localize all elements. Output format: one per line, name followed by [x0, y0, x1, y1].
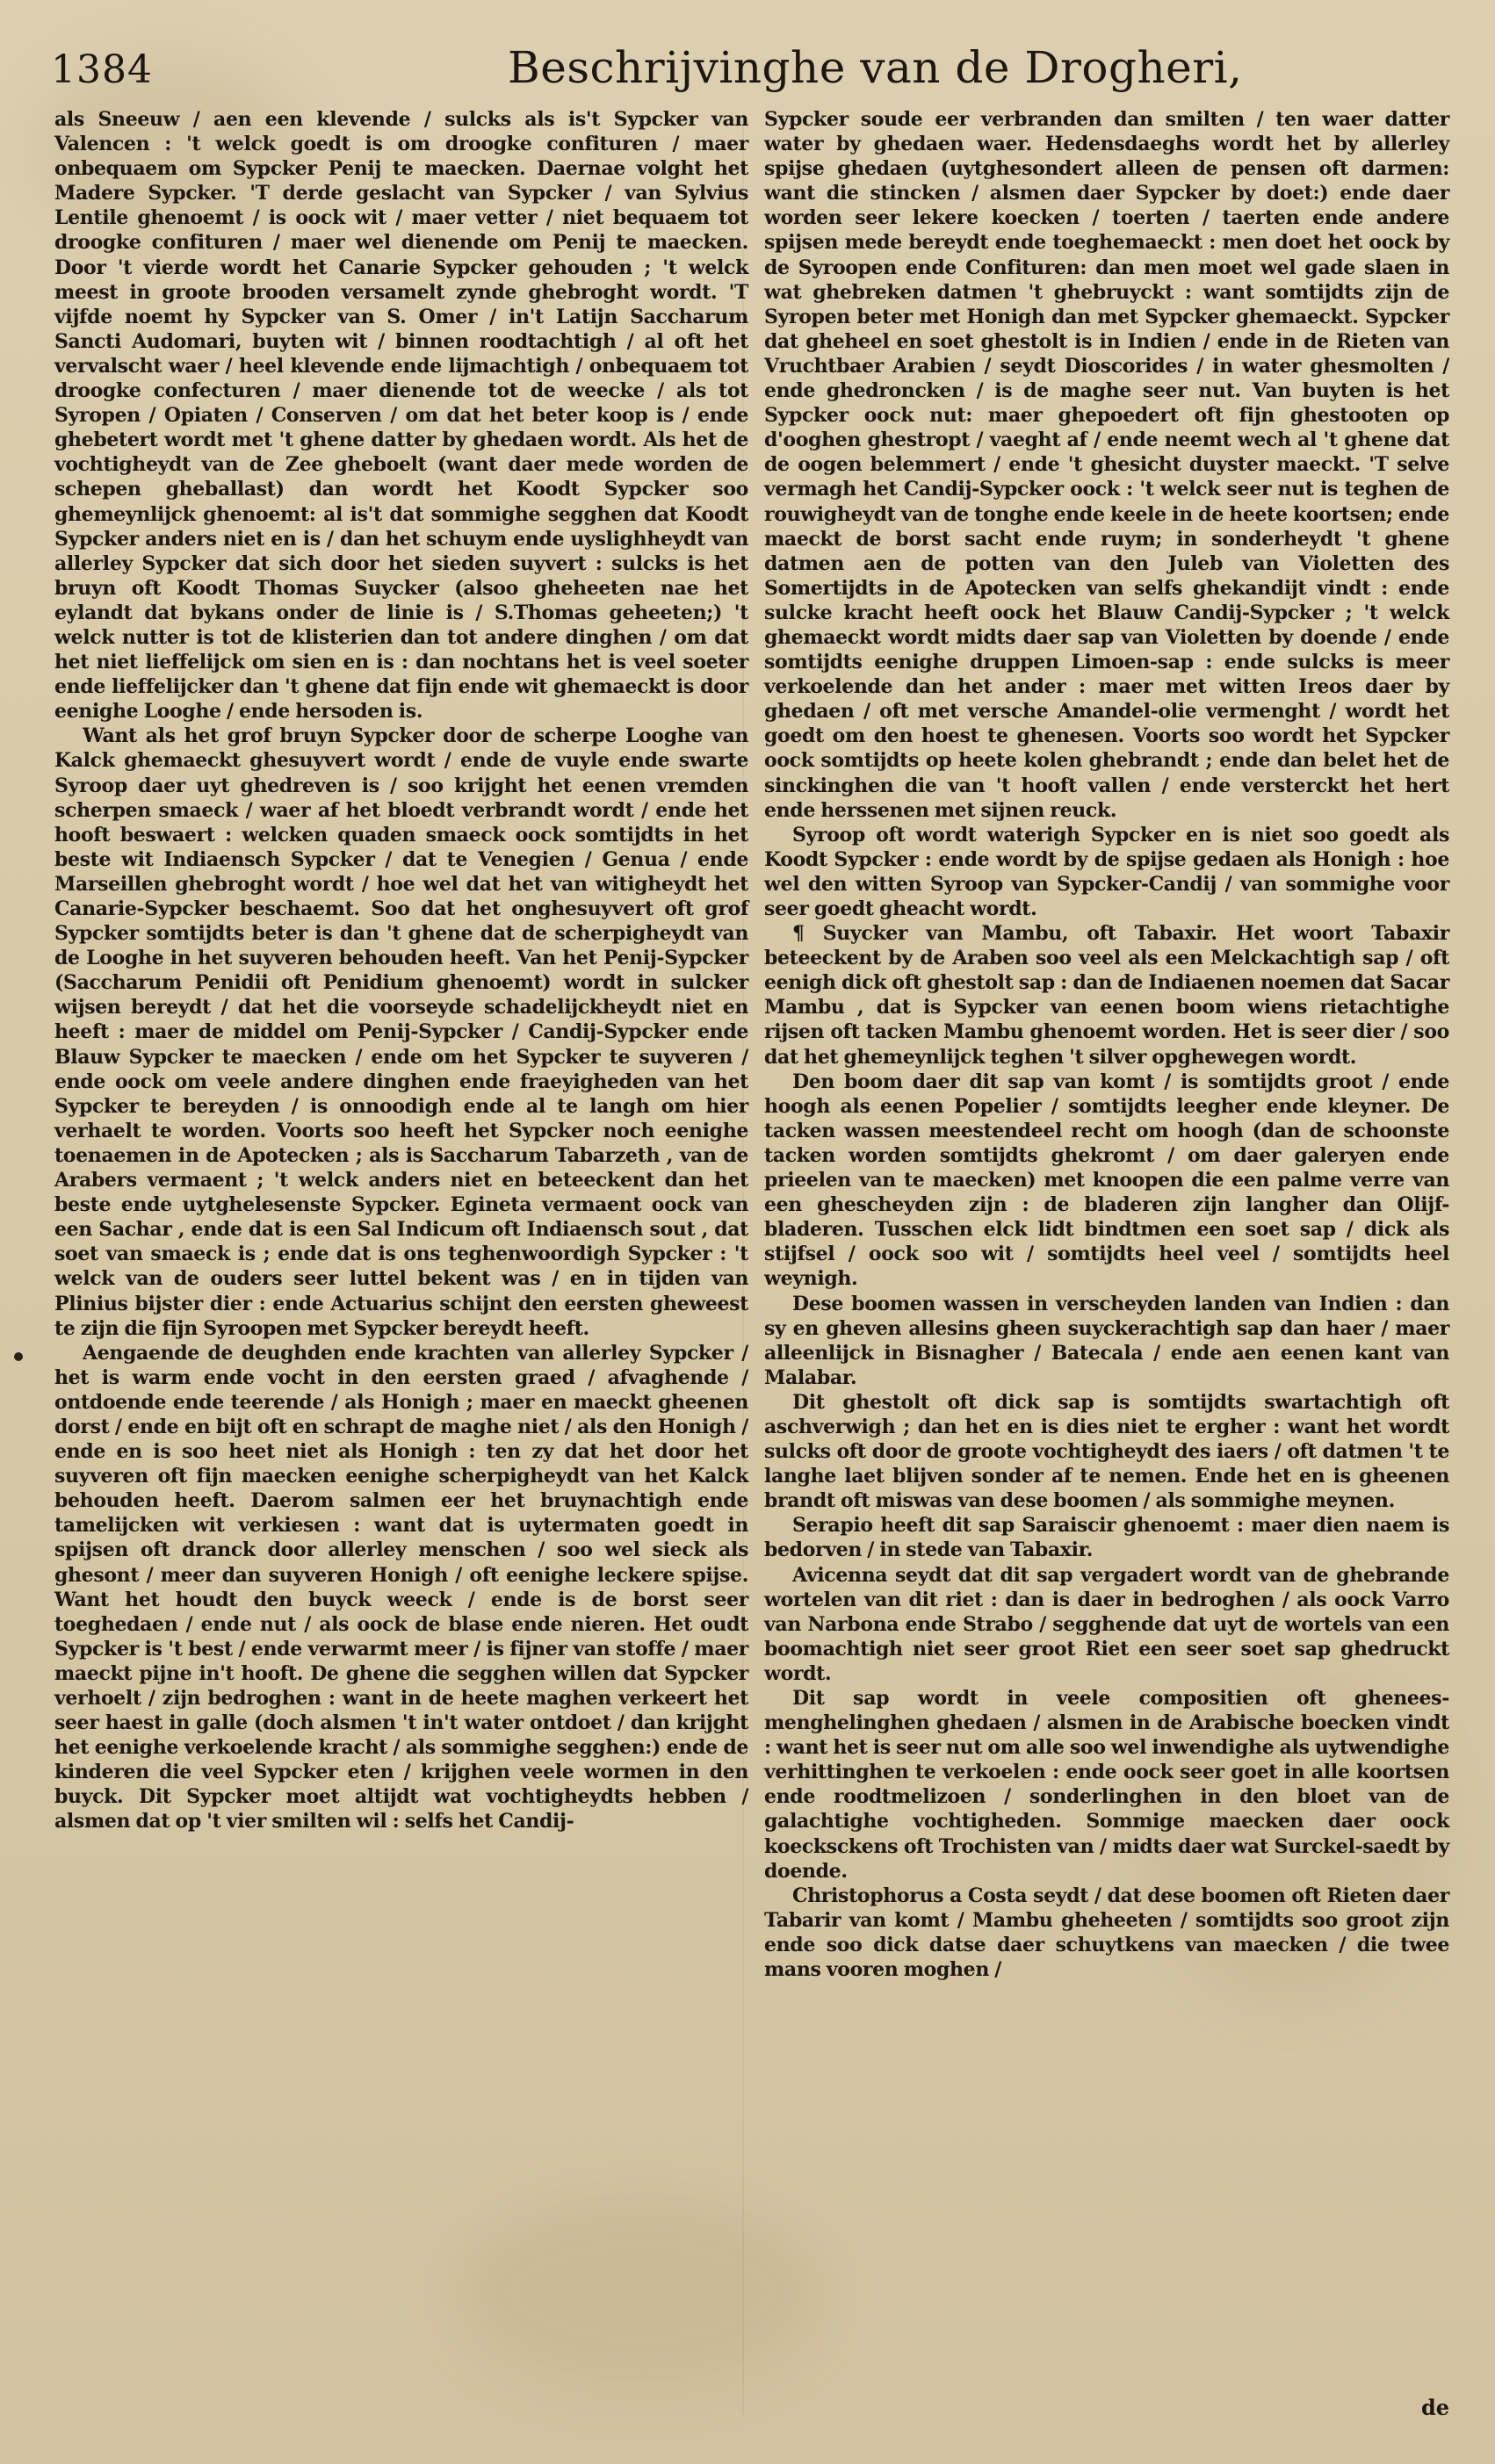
paragraph: Sypcker soude eer verbranden dan smilten / ten waer datter water by ghedaen waer. Hedensdaeghs wordt het by allerley spijse ghedaen (uytghesondert alleen de pensen oft darmen: want die stincken / alsmen daer Sypcker by doet:) ende daer worden seer lekere koecken / toerten / taerten ende andere spijsen mede bereydt ende toeghemaeckt : men doet het oock by de Syroopen ende Confituren: dan men moet wel gade slaen in wat ghebreken datmen 't ghebruyckt : want somtijdts zijn de Syropen beter met Honigh dan met Sypcker ghemaeckt. Sypcker dat gheheel en soet ghestolt is in Indien / ende in de Rieten van Vruchtbaer Arabien / seydt Dioscorides / in water ghesmolten / ende ghedroncken / is de maghe seer nut. Van buyten is het Sypcker oock nut: maer ghepoedert oft fijn ghestooten op d'ooghen ghestropt / vaeght af / ende neemt wech al 't ghene dat de oogen belemmert / ende 't ghesicht duyster maeckt. 'T selve vermagh het Candij-Sypcker oock : 't welck seer nut is teghen de rouwigheydt van de tonghe ende keele in de heete koortsen; ende maeckt de borst sacht ende ruym; in sonderheydt 't ghene datmen aen de potten van den Juleb van Violetten des Somertijdts in de Apotecken van selfs ghekandijt vindt : ende sulcke kracht heeft oock het Blauw Candij-Sypcker ; 't welck ghemaeckt wordt midts daer sap van Violetten by doende / ende somtijdts eenighe druppen Limoen-sap : ende sulcks is meer verkoelende dan het ander : maer met witten Ireos daer by ghedaen / oft met versche Amandel-olie vermenght / wordt het goedt om den hoest te ghenesen. Voorts soo wordt het Sypcker oock somtijdts op heete kolen ghebrandt ; ende dan belet het de sinckinghen die van 't hooft vallen / ende versterckt het hert ende herssenen met sijnen reuck.: [764, 108, 1449, 822]
catchword: de: [1420, 2395, 1449, 2420]
paragraph: Serapio heeft dit sap Saraiscir ghenoemt : maer dien naem is bedorven / in stede van Tabaxir.: [764, 1514, 1449, 1562]
margin-dot: [14, 1352, 23, 1361]
paragraph: Avicenna seydt dat dit sap vergadert wordt van de ghebrande wortelen van dit riet : dan is daer in bedroghen / als oock Varro van Narbona ende Strabo / segghende dat uyt de wortels van een boomachtigh niet seer groot Riet een seer soet sap ghedruckt wordt.: [764, 1563, 1449, 1685]
paragraph: Den boom daer dit sap van komt / is somtijdts groot / ende hoogh als eenen Popelier / somtijdts leegher ende kleyner. De tacken wassen meestendeel recht om hoogh (dan de schoonste tacken worden somtijdts ghekromt / om daer galeryen ende prieelen van te maecken) met knoopen die een palme verre van een ghescheyden zijn : de bladeren zijn langher dan Olijf-bladeren. Tusschen elck lidt bindtmen een soet sap / dick als stijfsel / oock soo wit / somtijdts heel veel / somtijdts heel weynigh.: [764, 1070, 1449, 1291]
paper-stain: [457, 2195, 826, 2388]
section-heading-paragraph: ¶ Suycker van Mambu, oft Tabaxir. Het woort Tabaxir beteeckent by de Araben soo veel als een Melckachtigh sap / oft eenigh dick oft ghestolt sap : dan de Indiaenen noemen dat Sacar Mambu , dat is Sypcker van eenen boom wiens rietachtighe rijsen oft tacken Mambu ghenoemt worden. Het is seer dier / soo dat het ghemeynlijck teghen 't silver opghewegen wordt.: [764, 922, 1449, 1069]
page-header: [51, 42, 1444, 104]
page-number: 1384: [51, 47, 153, 92]
paragraph: Aengaende de deughden ende krachten van allerley Sypcker / het is warm ende vocht in den eersten graed / afvaghende / ontdoende ende teerende / als Honigh ; maer en maeckt gheenen dorst / ende en bijt oft en schrapt de maghe niet / als den Honigh / ende en is soo heet niet als Honigh : ten zy dat het door het suyveren oft fijn maecken eenighe scherpigheydt van het Kalck behouden heeft. Daerom salmen eer het bruynachtigh ende tamelijcken wit verkiesen : want dat is uytermaten goedt in spijsen oft dranck door allerley menschen / soo wel sieck als ghesont / meer dan suyveren Honigh / oft eenighe leckere spijse. Want het houdt den buyck weeck / ende is de borst seer toeghedaen / ende nut / als oock de blase ende nieren. Het oudt Sypcker is 't best / ende verwarmt meer / is fijner van stoffe / maer maeckt pijne in't hooft. De ghene die segghen willen dat Sypcker verhoelt / zijn bedroghen : want in de heete maghen verkeert het seer haest in galle (doch alsmen 't in't water ontdoet / dan krijght het eenighe verkoelende kracht / als sommighe segghen:) ende de kinderen die veel Sypcker eten / krijghen veele wormen in den buyck. Dit Sypcker moet altijdt wat vochtigheydts hebben / alsmen dat op 't vier smilten wil : selfs het Candij-: [54, 1341, 748, 1834]
left-column: [54, 107, 748, 1834]
paragraph: Dese boomen wassen in verscheyden landen van Indien : dan sy en gheven allesins gheen suyckerachtigh sap dan haer / maer alleenlijck in Bisnagher / Batecala / ende aen eenen kant van Malabar.: [764, 1292, 1449, 1389]
paragraph: Dit sap wordt in veele compositien oft ghenees-menghelinghen ghedaen / alsmen in de Arabische boecken vindt : want het is seer nut om alle soo wel inwendighe als uytwendighe verhittinghen te verkoelen : ende oock seer goet in alle koortsen ende roodtmelizoen / sonderlinghen in den bloet van de galachtighe vochtigheden. Sommige maecken daer oock koecksckens oft Trochisten van / midts daer wat Surckel-saedt by doende.: [764, 1687, 1449, 1883]
right-column: [764, 107, 1449, 1982]
paragraph: Syroop oft wordt waterigh Sypcker en is niet soo goedt als Koodt Sypcker : ende wordt by de spijse gedaen als Honigh : hoe wel den witten Syroop van Sypcker-Candij / van sommighe voor seer goedt gheacht wordt.: [764, 823, 1449, 920]
paragraph: als Sneeuw / aen een klevende / sulcks als is't Sypcker van Valencen : 't welck goedt is om droogke confituren / maer onbequaem om Sypcker Penij te maecken. Daernae volght het Madere Sypcker. 'T derde geslacht van Sypcker / van Sylvius Lentile ghenoemt / is oock wit / maer vetter / niet bequaem tot droogke confituren / maer wel dienende om Penij te maecken. Door 't vierde wordt het Canarie Sypcker gehouden ; 't welck meest in groote brooden versamelt zynde ghebroght wordt. 'T vijfde noemt hy Sypcker van S. Omer / in't Latijn Saccharum Sancti Audomari, buyten wit / binnen roodtachtigh / al oft het vervalscht waer / heel klevende ende lijmachtigh / onbequaem tot droogke confecturen / maer dienende tot de weecke / als tot Syropen / Opiaten / Conserven / om dat het beter koop is / ende ghebetert wordt met 't ghene datter by ghedaen wordt. Als het de vochtigheydt van de Zee gheboelt (want daer mede worden de schepen gheballast) dan wordt het Koodt Sypcker soo ghemeynlijck ghenoemt: al is't dat sommighe segghen dat Koodt Sypcker anders niet en is / dan het schuym ende uyslighheydt van allerley Sypcker dat sich door het sieden suyvert : sulcks is het bruyn oft Koodt Thomas Suycker (alsoo gheheeten nae het eylandt dat bykans onder de linie is / S.Thomas geheeten;) 't welck nutter is tot de klisterien dan tot andere dinghen / om dat het niet lieffelijck om sien en is : dan nochtans het is veel soeter ende lieffelijcker dan 't ghene dat fijn ende wit ghemaeckt is door eenighe Looghe / ende hersoden is.: [54, 108, 748, 724]
running-title: Beschrijvinghe van de Drogheri,: [508, 42, 1243, 93]
paragraph: Want als het grof bruyn Sypcker door de scherpe Looghe van Kalck ghemaeckt ghesuyvert wordt / ende de vuyle ende swarte Syroop daer uyt ghedreven is / soo krijght het eenen vremden scherpen smaeck / waer af het bloedt verbrandt wordt / ende het hooft beswaert : welcken quaden smaeck oock somtijdts in het beste wit Indiaensch Sypcker / dat te Venegien / Genua / ende Marseillen ghebroght wordt / hoe wel dat het van witigheydt het Canarie-Sypcker beschaemt. Soo dat het onghesuyvert oft grof Sypcker somtijdts beter is dan 't ghene dat de scherpigheydt van de Looghe in het suyveren behouden heeft. Van het Penij-Sypcker (Saccharum Penidii oft Penidium ghenoemt) wordt in sulcker wijsen bereydt / dat het die voorseyde schadelijckheydt niet en heeft : maer de middel om Penij-Sypcker / Candij-Sypcker ende Blauw Sypcker te maecken / ende om het Sypcker te suyveren / ende oock om veele andere dinghen ende fraeyigheden van het Sypcker te bereyden / is onnoodigh ende al te langh om hier verhaelt te worden. Voorts soo heeft het Sypcker noch eenighe toenaemen in de Apotecken ; als is Saccharum Tabarzeth , van de Arabers vermaent ; 't welck anders niet en beteeckent dan het beste ende uytghelesenste Sypcker. Egineta vermaent oock van een Sachar , ende dat is een Sal Indicum oft Indiaensch sout , dat soet van smaeck is ; ende dat is ons teghenwoordigh Sypcker : 't welck van de ouders seer luttel bekent was / en in tijden van Plinius bijster dier : ende Actuarius schijnt den eersten gheweest te zijn die fijn Syroopen met Sypcker bereydt heeft.: [54, 724, 748, 1340]
paragraph: Dit ghestolt oft dick sap is somtijdts swartachtigh oft aschverwigh ; dan het en is dies niet te ergher : want het wordt sulcks oft door de groote vochtigheydt des iaers / oft datmen 't te langhe laet blijven sonder af te nemen. Ende het en is gheenen brandt oft miswas van dese boomen / als sommighe meynen.: [764, 1390, 1449, 1513]
paragraph: Christophorus a Costa seydt / dat dese boomen oft Rieten daer Tabarir van komt / Mambu gheheeten / somtijdts soo groot zijn ende soo dick datse daer schuytkens van maecken / die twee mans vooren moghen /: [764, 1884, 1449, 1982]
